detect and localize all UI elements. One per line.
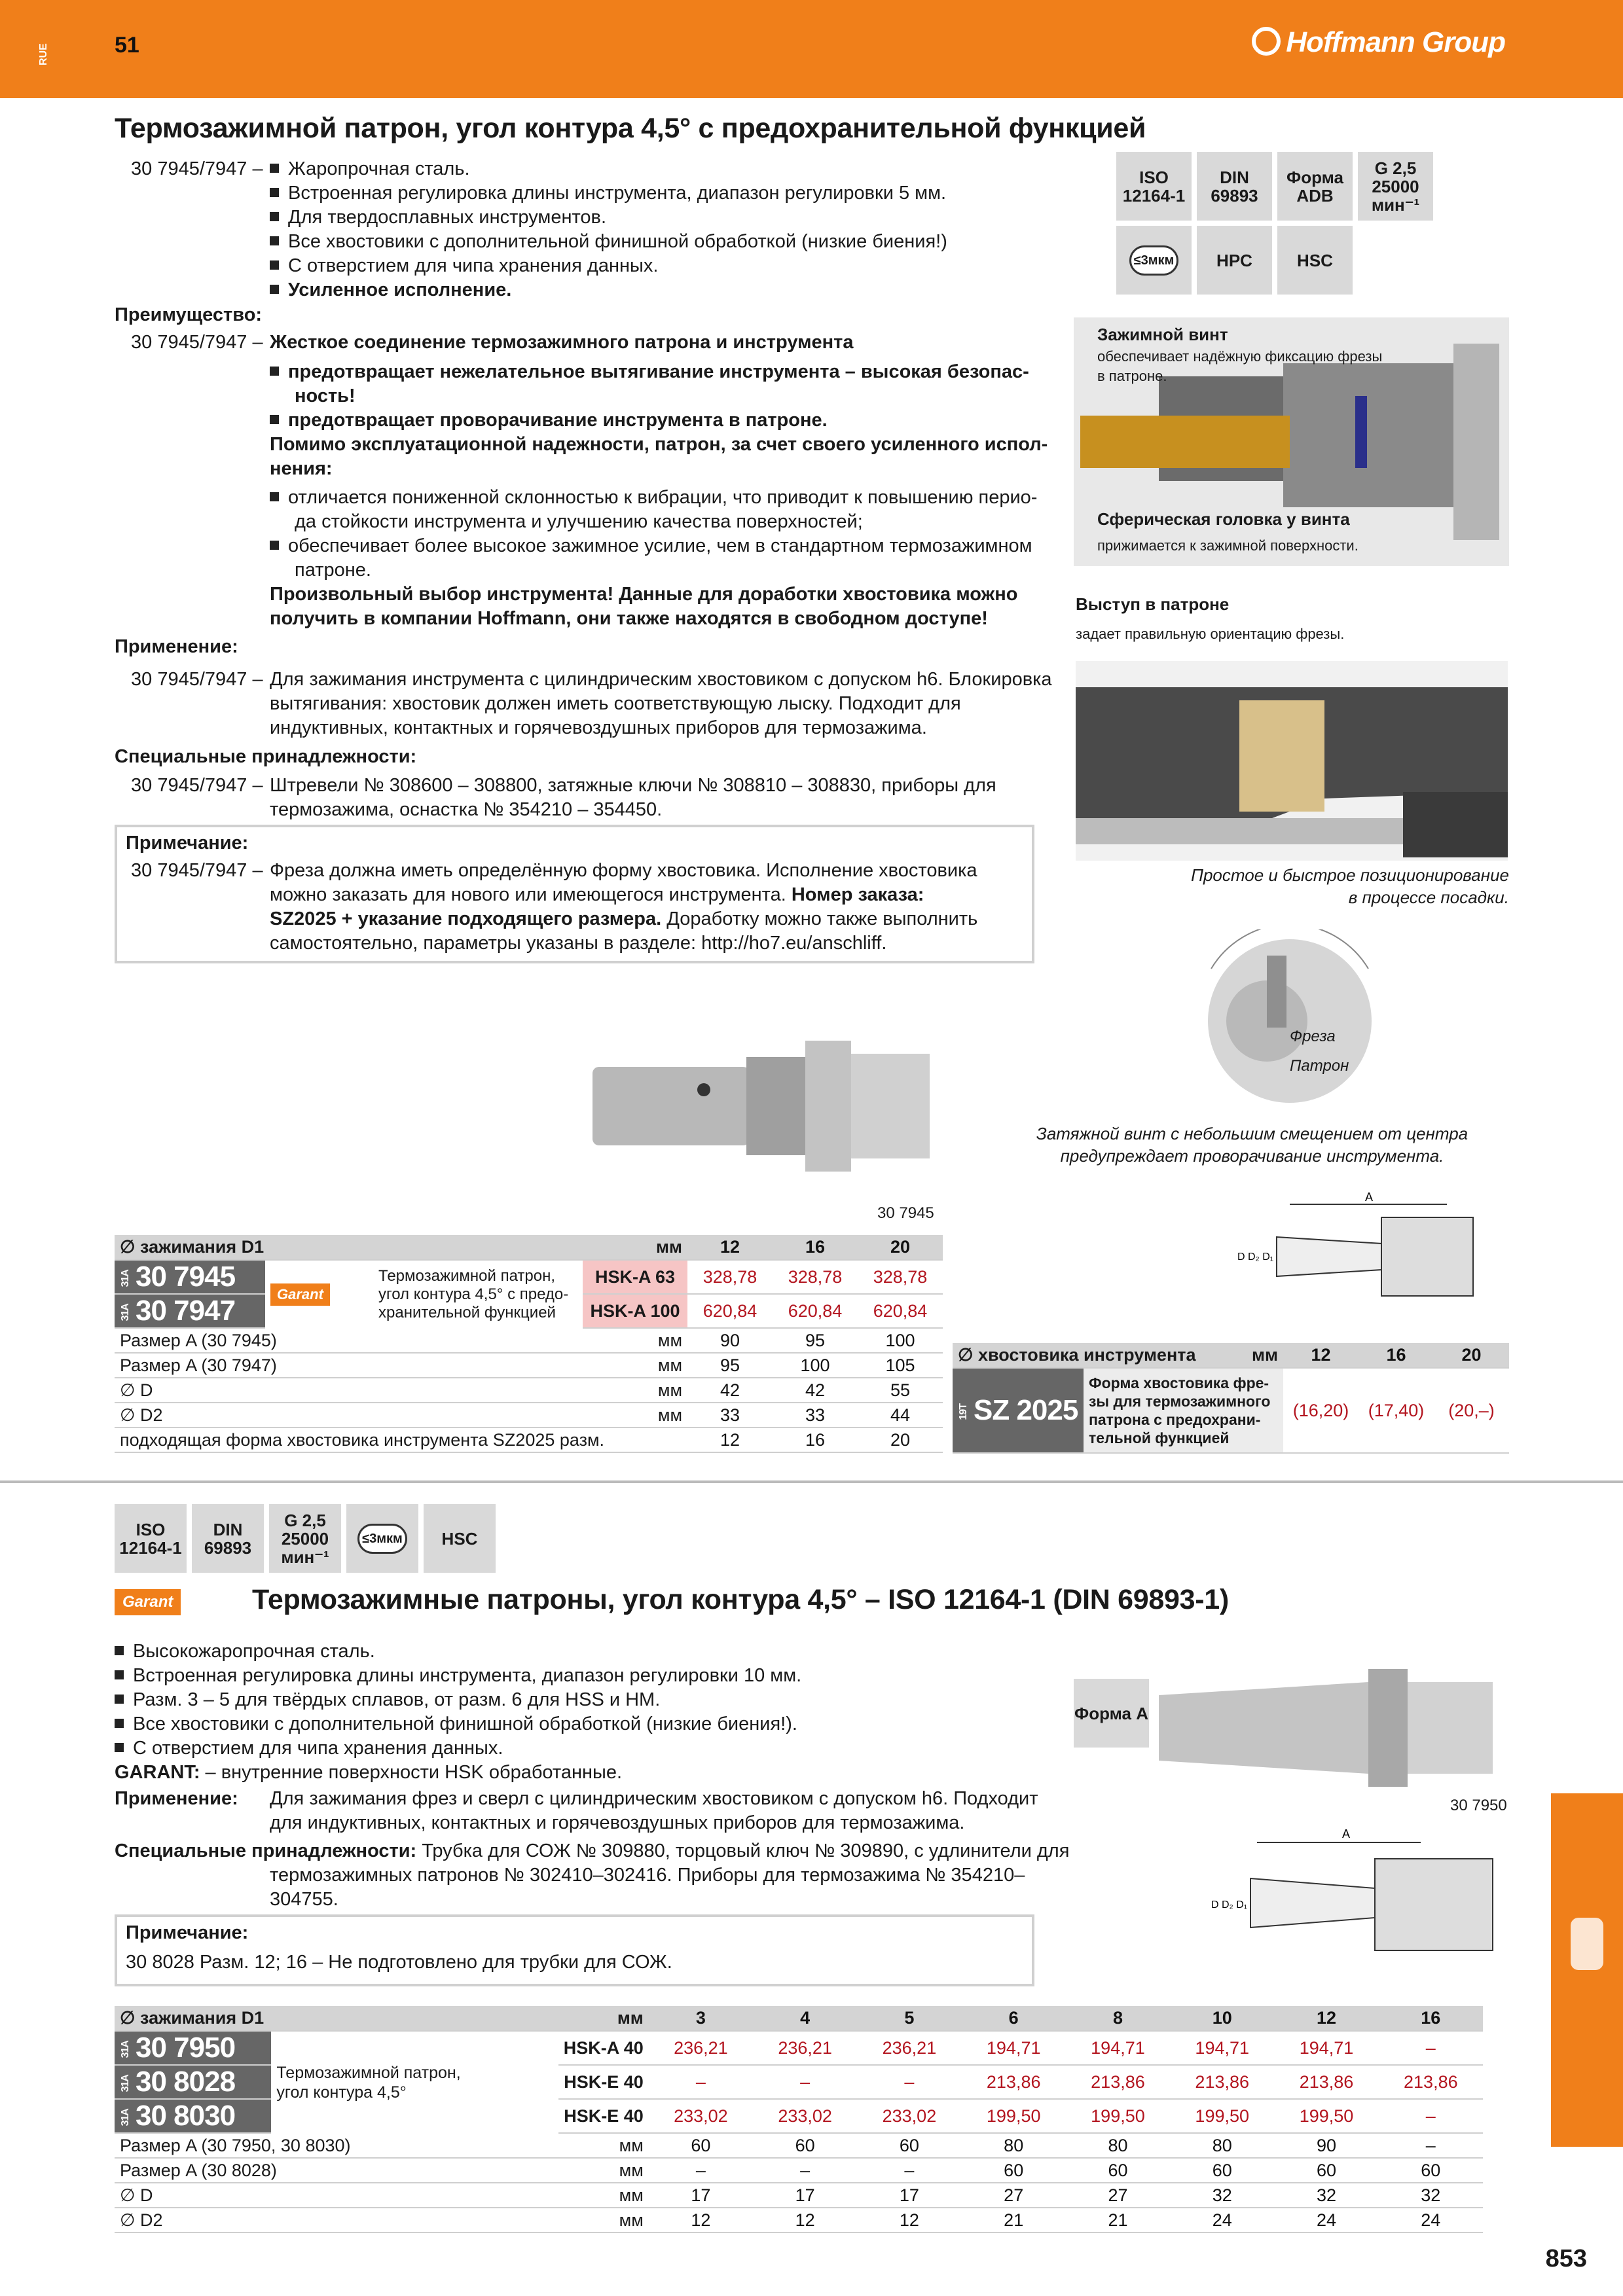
- price-cell: 199,50: [1274, 2099, 1378, 2133]
- header-unit: мм: [1236, 1343, 1284, 1368]
- s2-accessories: Специальные принадлежности: Трубка для СОЖ № 309880, торцовый ключ № 309890, с удлинители для: [115, 1840, 1070, 1861]
- article-number[interactable]: 31A 30 8030: [115, 2099, 271, 2133]
- param-cell: 60: [1379, 2158, 1483, 2183]
- sz2025-table: [953, 1343, 1509, 1454]
- badge-din: DIN 69893: [1197, 152, 1272, 221]
- price-cell: 328,78: [687, 1260, 773, 1294]
- param-label: ∅ D2: [115, 1403, 583, 1427]
- fig3-text: задает правильную ориентацию фрезы.: [1076, 626, 1345, 642]
- price-cell: 194,71: [1274, 2031, 1378, 2065]
- s1-code-prefix: 30 7945/7947 –: [131, 775, 263, 796]
- param-row: [115, 1427, 943, 1452]
- s2-bullet: Встроенная регулировка длины инструмента, диапазон регулировки 10 мм.: [115, 1664, 801, 1688]
- s1-accessories-heading: Специальные принадлежности:: [115, 746, 417, 767]
- table-row: [953, 1368, 1509, 1453]
- section1-title: Термозажимной патрон, угол контура 4,5° с предохранительной функцией: [115, 113, 1146, 144]
- price-cell: 236,21: [857, 2031, 961, 2065]
- param-cell: 17: [753, 2183, 857, 2208]
- fig3-heading: Выступ в патроне: [1076, 594, 1230, 614]
- photo-code-2: 30 7950: [1450, 1797, 1507, 1814]
- size-col: 16: [1359, 1343, 1434, 1368]
- s1-note-text: можно заказать для нового или имеющегося инструмента. Номер заказа:: [270, 884, 924, 905]
- param-cell: 16: [773, 1427, 858, 1452]
- param-cell: 12: [857, 2208, 961, 2233]
- brand-name: Hoffmann Group: [1286, 26, 1505, 58]
- price-cell: 233,02: [857, 2099, 961, 2133]
- size-col: 4: [753, 2006, 857, 2031]
- s2-garant-line: GARANT: – внутренние поверхности HSK обработанные.: [115, 1762, 623, 1783]
- s1-adv-para: Произвольный выбор инструмента! Данные для доработки хвостовика можно: [270, 584, 1018, 605]
- price-cell: –: [1379, 2099, 1483, 2133]
- param-cell: 12: [687, 1427, 773, 1452]
- size-col: 6: [962, 2006, 1066, 2031]
- price-cell: 236,21: [753, 2031, 857, 2065]
- s1-bullet: Усиленное исполнение.: [270, 278, 511, 302]
- price-cell: 194,71: [962, 2031, 1066, 2065]
- s2-acc-text: термозажимных патронов № 302410–302416. Приборы для термозажима № 354210–: [270, 1865, 1025, 1886]
- param-cell: 24: [1379, 2208, 1483, 2233]
- garant-logo: Garant: [115, 1589, 181, 1615]
- svg-text:D D₂ D₁: D D₂ D₁: [1237, 1251, 1274, 1263]
- hsk-type: HSK-A 100: [583, 1294, 687, 1328]
- fig1-text: в патроне.: [1097, 368, 1167, 384]
- param-cell: 17: [649, 2183, 753, 2208]
- price-cell: (20,–): [1434, 1368, 1509, 1453]
- param-cell: 32: [1170, 2183, 1274, 2208]
- table-header-row: [953, 1343, 1509, 1368]
- badge-hsc: HSC: [424, 1504, 496, 1573]
- price-cell: 620,84: [773, 1294, 858, 1328]
- fig1-heading: Зажимной винт: [1097, 325, 1228, 344]
- s1-bullet: Все хвостовики с дополнительной финишной обработкой (низкие биения!): [270, 230, 947, 254]
- article-number[interactable]: 19T SZ 2025: [953, 1368, 1084, 1453]
- s2-note-heading: Примечание:: [126, 1922, 249, 1943]
- s2-bullet: Разм. 3 – 5 для твёрдых сплавов, от разм. 6 для HSS и HM.: [115, 1688, 660, 1712]
- price-cell: 328,78: [773, 1260, 858, 1294]
- s1-adv-bullet-cont: ность!: [295, 386, 356, 406]
- param-cell: –: [1379, 2133, 1483, 2158]
- param-row: [115, 1403, 943, 1427]
- param-row: [115, 2133, 1483, 2158]
- param-cell: 27: [1066, 2183, 1170, 2208]
- size-col: 8: [1066, 2006, 1170, 2031]
- fig4-label-chuck: Патрон: [1290, 1057, 1349, 1075]
- price-cell: (16,20): [1283, 1368, 1359, 1453]
- s1-note-text: Фреза должна иметь определённую форму хвостовика. Исполнение хвостовика: [270, 860, 977, 881]
- s1-application-heading: Применение:: [115, 636, 238, 657]
- article-number[interactable]: 31A 30 7945: [115, 1260, 265, 1294]
- s2-note-text: 30 8028 Разм. 12; 16 – Не подготовлено для трубки для СОЖ.: [126, 1952, 672, 1973]
- size-col: 20: [1434, 1343, 1509, 1368]
- price-cell: 194,71: [1170, 2031, 1274, 2065]
- price-cell: 213,86: [962, 2065, 1066, 2099]
- param-unit: мм: [558, 2158, 649, 2183]
- fig2-text: прижимается к зажимной поверхности.: [1097, 537, 1359, 554]
- s1-code-prefix: 30 7945/7947 –: [131, 860, 263, 881]
- page-number-top: 51: [115, 33, 139, 58]
- fig4-caption: Затяжной винт с небольшим смещением от центра предупреждает проворачивание инструмента.: [1036, 1124, 1468, 1166]
- badge-runout: [346, 1504, 418, 1573]
- s1-bullet: Встроенная регулировка длины инструмента, диапазон регулировки 5 мм.: [270, 181, 946, 206]
- param-cell: 90: [687, 1328, 773, 1353]
- param-cell: 24: [1274, 2208, 1378, 2233]
- language-code: RUE: [38, 43, 49, 65]
- param-label: Размер A (30 8028): [115, 2158, 558, 2183]
- price-cell: –: [753, 2065, 857, 2099]
- param-row: [115, 1378, 943, 1403]
- svg-text:D D₂ D₁: D D₂ D₁: [1211, 1899, 1248, 1910]
- param-unit: мм: [583, 1353, 687, 1378]
- page-number-bottom: 853: [1545, 2245, 1587, 2272]
- s1-adv-bullet: отличается пониженной склонностью к вибрации, что приводит к повышению перио-: [270, 486, 1037, 510]
- fig3-caption: Простое и быстрое позиционирование в процессе посадки.: [1191, 865, 1509, 907]
- param-cell: 95: [773, 1328, 858, 1353]
- table-header-row: [115, 2006, 1483, 2031]
- price-cell: 194,71: [1066, 2031, 1170, 2065]
- badge-runout: [1116, 226, 1192, 295]
- photo-code-1: 30 7945: [877, 1204, 934, 1222]
- s1-adv-bullet: предотвращает проворачивание инструмента в патроне.: [270, 408, 828, 433]
- price-cell: 199,50: [962, 2099, 1066, 2133]
- product-description: Термозажимной патрон, угол контура 4,5°: [276, 2063, 461, 2102]
- s2-acc-text: 304755.: [270, 1889, 338, 1910]
- param-cell: 24: [1170, 2208, 1274, 2233]
- price-cell: 233,02: [753, 2099, 857, 2133]
- s1-adv-bullet-cont: патроне.: [295, 560, 371, 581]
- price-cell: 213,86: [1066, 2065, 1170, 2099]
- s1-note-text: SZ2025 + указание подходящего размера. Доработку можно также выполнить: [270, 908, 978, 929]
- badge-balance: G 2,5 25000 мин⁻¹: [269, 1504, 341, 1573]
- header-label: ∅ хвостовика инструмента: [953, 1343, 1236, 1368]
- param-cell: 32: [1379, 2183, 1483, 2208]
- param-cell: –: [857, 2158, 961, 2183]
- article-number[interactable]: 31A 30 8028: [115, 2065, 271, 2099]
- s1-note-text: самостоятельно, параметры указаны в разделе: http://ho7.eu/anschliff.: [270, 933, 887, 954]
- price-cell: 620,84: [687, 1294, 773, 1328]
- chuck-step-illustration: [1076, 661, 1508, 861]
- runout-icon: ≤3мкм: [1129, 245, 1179, 276]
- badge-iso: ISO 12164-1: [1116, 152, 1192, 221]
- param-cell: 80: [1066, 2133, 1170, 2158]
- price-cell: (17,40): [1359, 1368, 1434, 1453]
- param-unit: мм: [558, 2208, 649, 2233]
- param-cell: 60: [857, 2133, 961, 2158]
- param-unit: мм: [583, 1403, 687, 1427]
- s1-app-text: Для зажимания инструмента с цилиндрическим хвостовиком с допуском h6. Блокировка: [270, 669, 1052, 690]
- garant-logo: [265, 1260, 373, 1328]
- s1-adv-bold: Жесткое соединение термозажимного патрона и инструмента: [270, 332, 854, 353]
- param-cell: 21: [962, 2208, 1066, 2233]
- dimension-diagram-1: [1231, 1191, 1506, 1322]
- param-cell: –: [753, 2158, 857, 2183]
- size-col: 16: [773, 1235, 858, 1260]
- fig4-label-mill: Фреза: [1290, 1028, 1336, 1045]
- param-cell: –: [649, 2158, 753, 2183]
- price-cell: 328,78: [858, 1260, 943, 1294]
- product-photo-307950: [1159, 1662, 1506, 1793]
- price-cell: 213,86: [1274, 2065, 1378, 2099]
- price-cell: 620,84: [858, 1294, 943, 1328]
- param-cell: 90: [1274, 2133, 1378, 2158]
- s1-app-text: вытягивания: хвостовик должен иметь соответствующую лыску. Подходит для: [270, 693, 961, 714]
- s1-advantage-heading: Преимущество:: [115, 304, 263, 325]
- param-cell: 17: [857, 2183, 961, 2208]
- param-cell: 12: [649, 2208, 753, 2233]
- table-row: [115, 1260, 943, 1294]
- badge-hsc: HSC: [1277, 226, 1353, 295]
- hoffmann-logo-icon: [1252, 27, 1281, 56]
- s1-code-prefix: 30 7945/7947 –: [131, 669, 263, 690]
- param-cell: 12: [753, 2208, 857, 2233]
- s2-bullet: С отверстием для чипа хранения данных.: [115, 1736, 503, 1761]
- size-col: 10: [1170, 2006, 1274, 2031]
- param-cell: 105: [858, 1353, 943, 1378]
- param-cell: 42: [687, 1378, 773, 1403]
- product-description: Термозажимной патрон, угол контура 4,5° с предо- хранительной функцией: [378, 1266, 569, 1321]
- param-cell: 44: [858, 1403, 943, 1427]
- s2-price-table: [115, 2006, 1483, 2233]
- figure-chuck-step: [1076, 661, 1508, 861]
- param-cell: 80: [962, 2133, 1066, 2158]
- param-cell: 55: [858, 1378, 943, 1403]
- param-cell: 60: [649, 2133, 753, 2158]
- runout-icon: ≤3мкм: [357, 1524, 407, 1554]
- size-col: 20: [858, 1235, 943, 1260]
- param-cell: 27: [962, 2183, 1066, 2208]
- param-cell: 100: [773, 1353, 858, 1378]
- param-cell: 20: [858, 1427, 943, 1452]
- fig1-text: обеспечивает надёжную фиксацию фрезы: [1097, 348, 1383, 365]
- param-cell: 80: [1170, 2133, 1274, 2158]
- header-label: ∅ зажимания D1: [115, 1235, 583, 1260]
- section2-title: Термозажимные патроны, угол контура 4,5° – ISO 12164-1 (DIN 69893-1): [252, 1584, 1229, 1615]
- badge-hpc: HPC: [1197, 226, 1272, 295]
- param-row: [115, 2158, 1483, 2183]
- param-label: ∅ D: [115, 1378, 583, 1403]
- s1-adv-bullet: предотвращает нежелательное вытягивание инструмента – высокая безопас-: [270, 360, 1029, 384]
- brand-logo: [1252, 26, 1505, 59]
- section-separator: [0, 1480, 1623, 1483]
- param-label: Размер A (30 7945): [115, 1328, 583, 1353]
- badge-form: Форма ADB: [1277, 152, 1353, 221]
- price-cell: 213,86: [1379, 2065, 1483, 2099]
- price-cell: –: [1379, 2031, 1483, 2065]
- param-label: Размер A (30 7950, 30 8030): [115, 2133, 558, 2158]
- s1-acc-text: Штревели № 308600 – 308800, затяжные ключи № 308810 – 308830, приборы для: [270, 775, 996, 796]
- s2-app-text: Для зажимания фрез и сверл с цилиндрическим хвостовиком с допуском h6. Подходит: [270, 1788, 1038, 1809]
- table-header-row: [115, 1235, 943, 1260]
- fig2-heading: Сферическая головка у винта: [1097, 509, 1350, 529]
- price-cell: –: [649, 2065, 753, 2099]
- s1-adv-bullet: обеспечивает более высокое зажимное усилие, чем в стандартном термозажимном: [270, 534, 1032, 558]
- param-cell: 60: [1274, 2158, 1378, 2183]
- s1-bullet: Жаропрочная сталь.: [270, 157, 470, 181]
- param-unit: мм: [558, 2183, 649, 2208]
- header-label: ∅ зажимания D1: [115, 2006, 558, 2031]
- param-label: Размер A (30 7947): [115, 1353, 583, 1378]
- param-unit: мм: [583, 1378, 687, 1403]
- size-col: 3: [649, 2006, 753, 2031]
- price-cell: 199,50: [1170, 2099, 1274, 2133]
- param-cell: 60: [753, 2133, 857, 2158]
- param-cell: 100: [858, 1328, 943, 1353]
- badge-balance: G 2,5 25000 мин⁻¹: [1358, 152, 1433, 221]
- param-label: ∅ D: [115, 2183, 558, 2208]
- garant-icon: Garant: [270, 1283, 330, 1306]
- s1-adv-para: Помимо эксплуатационной надежности, патрон, за счет своего усиленного испол-: [270, 434, 1048, 455]
- s1-bullet: Для твердосплавных инструментов.: [270, 206, 606, 230]
- s1-app-text: индуктивных, контактных и горячевоздушных приборов для термозажима.: [270, 717, 927, 738]
- s1-price-table: [115, 1235, 943, 1453]
- param-row: [115, 1353, 943, 1378]
- size-col: 5: [857, 2006, 961, 2031]
- table-row: [115, 2031, 1483, 2065]
- param-label: подходящая форма хвостовика инструмента SZ2025 разм.: [115, 1427, 687, 1452]
- param-cell: 42: [773, 1378, 858, 1403]
- hsk-type: HSK-A 40: [558, 2031, 649, 2065]
- svg-text:A: A: [1342, 1827, 1351, 1840]
- param-unit: мм: [583, 1328, 687, 1353]
- article-number[interactable]: 31A 30 7947: [115, 1294, 265, 1328]
- size-col: 12: [1274, 2006, 1378, 2031]
- s1-bullet: С отверстием для чипа хранения данных.: [270, 254, 658, 278]
- s2-app-text: для индуктивных, контактных и горячевоздушных приборов для термозажима.: [270, 1812, 965, 1833]
- s1-code-prefix: 30 7945/7947 –: [131, 332, 263, 353]
- size-col: 12: [687, 1235, 773, 1260]
- param-cell: 60: [1066, 2158, 1170, 2183]
- s2-bullet: Все хвостовики с дополнительной финишной обработкой (низкие биения!).: [115, 1712, 797, 1736]
- price-cell: 213,86: [1170, 2065, 1274, 2099]
- header-unit: мм: [558, 2006, 649, 2031]
- header-unit: мм: [583, 1235, 687, 1260]
- hsk-type: HSK-A 63: [583, 1260, 687, 1294]
- s1-code-prefix: 30 7945/7947 –: [131, 158, 263, 179]
- price-cell: 236,21: [649, 2031, 753, 2065]
- param-unit: мм: [558, 2133, 649, 2158]
- param-cell: 21: [1066, 2208, 1170, 2233]
- size-col: 16: [1379, 2006, 1483, 2031]
- s1-acc-text: термозажима, оснастка № 354210 – 354450.: [270, 799, 663, 820]
- param-label: ∅ D2: [115, 2208, 558, 2233]
- dimension-diagram-2: [1205, 1826, 1512, 1977]
- page-header: [0, 0, 1623, 98]
- product-description: Форма хвостовика фре- зы для термозажимного патрона с предохрани- тельной функцией: [1084, 1368, 1283, 1453]
- hsk-type: HSK-E 40: [558, 2099, 649, 2133]
- s1-note-heading: Примечание:: [126, 833, 249, 853]
- hsk-type: HSK-E 40: [558, 2065, 649, 2099]
- param-row: [115, 2183, 1483, 2208]
- param-cell: 60: [1170, 2158, 1274, 2183]
- badge-din: DIN 69893: [192, 1504, 264, 1573]
- svg-text:A: A: [1365, 1191, 1374, 1204]
- s1-adv-para: получить в компании Hoffmann, они также находятся в свободном доступе!: [270, 608, 988, 629]
- price-cell: 199,50: [1066, 2099, 1170, 2133]
- param-cell: 33: [687, 1403, 773, 1427]
- badge-iso: ISO 12164-1: [115, 1504, 187, 1573]
- price-cell: –: [857, 2065, 961, 2099]
- badge-form-a: Форма A: [1074, 1679, 1149, 1748]
- s1-adv-bullet-cont: да стойкости инструмента и улучшению качества поверхностей;: [295, 511, 863, 532]
- param-cell: 60: [962, 2158, 1066, 2183]
- param-cell: 32: [1274, 2183, 1378, 2208]
- chapter-tab[interactable]: [1551, 1793, 1623, 2147]
- size-col: 12: [1283, 1343, 1359, 1368]
- product-photo-307945: [589, 1028, 943, 1191]
- param-row: [115, 1328, 943, 1353]
- chapter-tab-icon: [1551, 1793, 1623, 2147]
- s2-application-heading: Применение:: [115, 1788, 238, 1809]
- price-cell: 233,02: [649, 2099, 753, 2133]
- s1-adv-para: нения:: [270, 458, 333, 479]
- param-row: [115, 2208, 1483, 2233]
- param-cell: 33: [773, 1403, 858, 1427]
- s2-bullet: Высокожаропрочная сталь.: [115, 1640, 375, 1664]
- param-cell: 95: [687, 1353, 773, 1378]
- article-number[interactable]: 31A 30 7950: [115, 2031, 271, 2065]
